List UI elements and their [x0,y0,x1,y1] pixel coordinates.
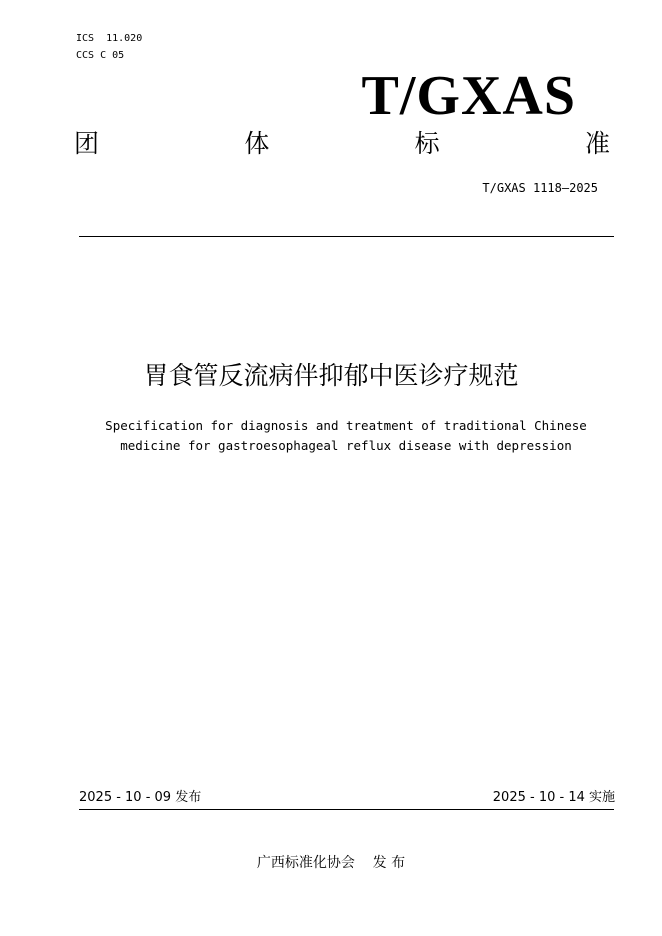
implementation-date: 2025 - 10 - 14 实施 [492,790,615,805]
ics-code: ICS 11.020 [76,33,143,44]
standard-type-char: 团 [74,129,100,158]
standard-number: T/GXAS 1118—2025 [482,181,598,195]
bottom-divider [79,809,614,810]
ccs-code: CCS C 05 [76,50,125,61]
top-divider [79,236,614,237]
standard-type-char: 标 [414,129,440,158]
standard-type-char: 体 [244,129,270,158]
document-title-english-line1: Specification for diagnosis and treatment of traditional Chinese [105,418,587,433]
publisher: 广西标准化协会 发 布 [256,855,406,871]
standard-type-char: 准 [584,129,610,158]
standard-type-heading [74,128,610,160]
standard-logo: T/GXAS [361,65,576,127]
document-title-english-line2: medicine for gastroesophageal reflux disease with depression [120,438,572,453]
document-title-chinese: 胃食管反流病伴抑郁中医诊疗规范 [143,361,519,390]
issue-date: 2025 - 10 - 09 发布 [79,790,202,805]
